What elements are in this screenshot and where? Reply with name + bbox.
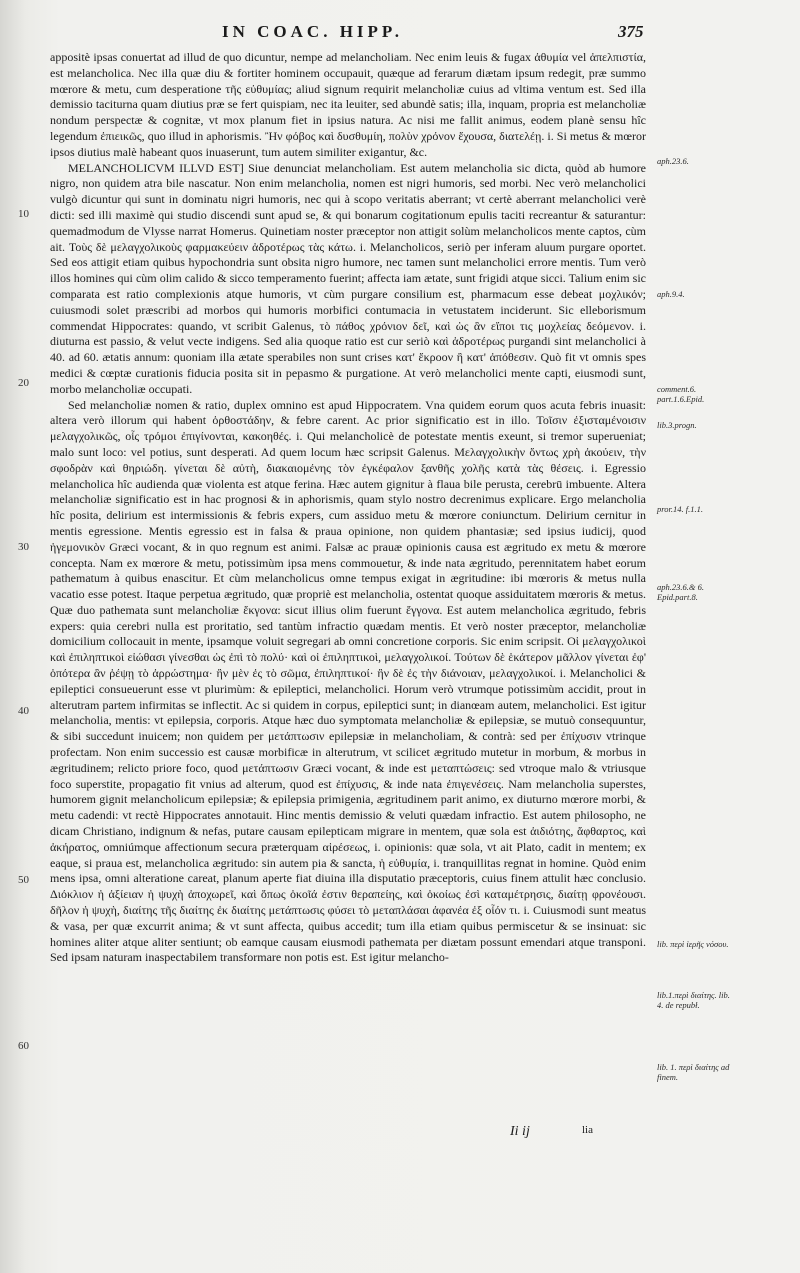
paragraph: MELANCHOLICVM ILLVD EST] Siue denunciat melancholiam. Est autem melancholia sic dicta, quòd ab humore nigro, non quidem atra bile nascatur. Non enim melancholia, nomen est nigri humoris, sed morbi. Nec verò melancholici vulgò dicuntur qui sunt in dominatu nigri humoris, nec qui à scopo veritatis aberrant; vt certè aberrant melancholici verè dicti: sed illi maximè qui studio discendi sunt apud se, & qui bonarum cogitationum epulis taciti recreantur & saturantur: quemadmodum de Vlysse narrat Homerus. Quinetiam noster præceptor non attigit solùm melancholicos mente captos, cùm ait. Τοὺς δὲ μελαγχολικοὺς φαρμακεύειν ἁδροτέρως τὰς κάτω. i. Melancholicos, seriò per inferam aluum purgare oportet. Sed eos attigit etiam quibus hypochondria sunt obsita nigro humore, nec tamen sunt melancholici errore mentis. Tum verò illos homines qui cùm olim calido & sicco temperamento fuerint; affecta iam ætate, sunt frigidi atque sicci. Talium enim sic comparata est ratio complexionis atque humoris, vt cùm purgare consilium est, pharmacum esse debeat μοχλικόν; cuiusmodi solet præscribi ad morbos qui humoris morbifici contumacia in vetustatem inciderunt. Sic elleborismum commendat Hippocrates: quando, vt scribit Galenus, τὸ πάθος χρόνιον δεῖ, καὶ ὡς ἂν εἴποι τις μοχλείας δεόμενον. i. diuturna est passio, & velut vecte indigens. Sed alia quoque ratio est cur seriò καὶ ἁδροτέρως purgandi sint melancholici à 40. ad 60. ætatis annum: quoniam illa ætate sperabiles non sunt crises κατ' ἔκροον ἢ κατ' ἀπόθεσιν. Quò fit vt omnis spes medici & cœptæ curationis fiducia posita sit in pepasmo & purgatione. At verò melancholici mente capti, eiusmodi sunt, morbo melancholiæ occupati. xyxy=(50,160,646,396)
running-head: IN COAC. HIPP. xyxy=(222,22,403,41)
margin-note: aph.23.6. xyxy=(657,156,689,166)
page-footer xyxy=(0,1124,800,1148)
line-number: 20 xyxy=(18,377,29,389)
line-number: 40 xyxy=(18,705,29,717)
line-number: 60 xyxy=(18,1040,29,1052)
line-number: 10 xyxy=(18,208,29,220)
page-header xyxy=(0,18,800,50)
catchword: lia xyxy=(582,1124,593,1136)
signature-mark: Ii ij xyxy=(510,1124,530,1139)
main-text-block xyxy=(50,50,646,966)
paragraph: Sed melancholiæ nomen & ratio, duplex omnino est apud Hippocratem. Vna quidem eorum quos acuta febris inuasit: altera verò illorum qui habent ὀρθοστάδην, & febre carent. Ac prior significatio est in illo. Τοῖσιν ἐξισταμένοισιν μελαγχολικῶς, οἷς τρόμοι ἐπιγίνονται, κακοηθές. i. Qui melancholicè de potestate mentis exeunt, si tremor superueniat; malo sunt loco: vel potius, sunt desperati. Ad quem locum hæc scripsit Galenus. Μελαγχολικὴν ὄντως χρὴ ἀκούειν, τὴν σφοδρὰν καὶ θηριώδη. γίνεται δὲ αὐτὴ, διακαιομένης τὸν ἐγκέφαλον ξανθῆς χολῆς κατὰ τὰς θέσεις. i. Egressio melancholica hîc audienda quæ violenta est atque ferina. Hæc autem gignitur à flaua bile perusta, cerebrū imbuente. Altera melancholiæ significatio est in hac prognosi & in aphorismis, quam stylo nostro decrenimus explicare. Ergo melancholia hîc posita, delirium est intermissionis & febris expers, cum assiduo metu & mœrore coniunctum. Delirium cernitur in mentis egressione. Mentis egressio est in falsa & praua opinione, non quidem phantasiæ; sed ipsius iudicij, quod ἡγεμονικὸν Græci vocant, & in quo regnum est animi. Falsæ ac prauæ opinionis causa est ægritudo ex metu & mœrore concepta. Nam ex mœrore & metu, potissimùm ipsa mens commouetur, & inde nata ægritudo, perennitatem habet eorum pathematum à quibus enascitur. Et cùm melancholicus omne tempus exigat in ægritudine: ibi mœroris & metus nulla vacatio esse potest. Itaque perpetua ægritudo, quæ propriè est melancholia, ostentat quoque assiduitatem mœroris & metus. Quæ duo pathemata sunt melancholiæ ἔκγονα: sicut illius olim fuerunt ἔγγονα. Est autem melancholica ægritudo, febris expers: quia cerebri nulla est proritatio, sed tantùm infractio quædam mentis. Et verò noster præceptor, melancholiæ domicilium collocauit in mente, ipsamque voluit segregari ab omni concretione corporis. Sic enim scripsit. Οἱ μελαγχολικοὶ καὶ ἐπιληπτικοὶ εἰώθασι γίνεσθαι ὡς ἐπὶ τὸ πολύ· καὶ οἱ ἐπιληπτικοὶ, μελαγχολικοί. Τούτων δὲ ἑκάτερον μᾶλλον γίνεται ἐφ' ὁπότερα ἂν ῥέψῃ τὸ ἀρρώστημα· ἢν μὲν ἐς τὸ σῶμα, ἐπιληπτικοί· ἢν δὲ ἐς τὴν διάνοιαν, μελαγχολικοί. i. Melancholici & epileptici consueuerunt esse vt plurimùm: & epileptici, melancholici. Horum verò vtrumque potissimùm accidit, prout in alterutram partem infirmitas se inflectit. Ac si quidem in corpus, epileptici sunt; in dianœam autem, melancholici. Est igitur melancholia, mentis: vt epilepsia, corporis. Atque hæc duo symptomata melancholiæ & epilepsiæ, se mutuò consequuntur, & sibi succedunt inuicem; non quidem per μετάπτωσιν epilepsiæ in melancholiam, & contrà: sed per ἐπίχυσιν vtrinque profectam. Non enim successio est causæ morbificæ in alterutrum, vt scilicet ægritudo mutetur in morbum, & morbus in ægritudinem; relicto priore foco, quod μετάπτωσιν Græci vocant, & inde est μεταπτώσεις: sed vtroque malo & vtriusque foco superstite, propagatio fit vnius ad alterum, quod est ἐπίχυσις, & inde nata ἐπιγενέσεις. Nam melancholia superstes, humorem gignit melancholicum epilepsiæ; & epilepsia primigenia, ægritudinem parit animo, ex diuturno mœrore morbi, & metu cadendi: vt rectè Hippocrates annotauit. Hinc mentis demissio & veluti quædam infractio. Est autem philosopho, ne dicam Christiano, indignum & nefas, putare causam epilepticam migrare in mentem, quæ sola est ἀιδιότης, ἄφθαρτος, καὶ ἀκήρατος, omniúmque affectionum secura præterquam αἱρέσεως, i. opinionis: quæ sola, vt ait Plato, cadit in mentem; ex eaque, si praua est, melancholica ægritudo: sin autem pia & sancta, ἡ εὐθυμία, i. tranquillitas regnat in homine. Quòd enim mens ipsa, omni alteratione careat, planum aperte fiat diuina illa disputatio præceptoris, cuius finem attulit hæc conclusio. Διόκλιον ἡ ἀξίειαν ἡ ψυχὴ ἀποχωρεῖ, καὶ ὅπως ὁκοῖά ἐστιν θεραπείης, καὶ ὁκοίως ἐσὶ καταμέτρησις, διαίτῃ φρονέουσι. δῆλον ἡ ψυχὴ, διαίτης τῆς διαίτης ἐκ διαίτης μετάπτωσις φύσει τὸ μεταπλάσαι ἀφανέα ἐξ οἷόν τι. i. Cuiusmodi sunt meatus & vasa, per quæ excurrit anima; & vt sunt affecta, quibus accedit; tum illa etiam quibus permiscetur & se insinuat: sic homines aliter atque aliter sentiunt; ob eamque causam eiusmodi pathemata per diætam possunt emendari atque transponi. Sed ipsam naturam inaspectabilem transformare non potis est. Est igitur melancho- xyxy=(50,397,646,965)
margin-note: lib.3.progn. xyxy=(657,420,697,430)
margin-note: lib. περὶ ἱερῆς νόσου. xyxy=(657,939,729,949)
margin-note: lib.1.περὶ διαίτης. lib. 4. de repubł. xyxy=(657,990,730,1010)
margin-note: pror.14. f.1.1. xyxy=(657,504,703,514)
line-number: 30 xyxy=(18,541,29,553)
line-number: 50 xyxy=(18,874,29,886)
margin-note: aph.23.6.& 6. Epid.part.8. xyxy=(657,582,704,602)
margin-note: aph.9.4. xyxy=(657,289,685,299)
paragraph: appositè ipsas conuertat ad illud de quo dicuntur, nempe ad melancholiam. Nec enim leuis & fugax ἀθυμία vel ἀπελπιστία, est melancholica. Nec illa quæ diu & fortiter hominem occupauit, quæque ad ferarum diætam ipsum redegit, præ summo mœrore & metu, cum desperatione τῆς εὐθυμίας; aliud signum requirit melancholiæ cuius ad vltima ventum est. Sed illa demissio taciturna quam diutius præ se fert quispiam, nec ita leuiter, sed abundè satis; illa, inquam, propria est melancholiæ nondum perspectæ & cognitæ, vt mox planum fiet in ipsius natura. Ac nisi me fallit animus, eodem planè sensu hîc legendum ἐπιεικῶς, quo illud in aphorismis. Ἢν φόβος καὶ δυσθυμίη, πολὺν χρόνον ἔχουσα, διατελέῃ. i. Si metus & mœror ipsos diutius malè habeant quos inuaserunt, tum autem similiter exigantur, &c. xyxy=(50,50,646,159)
margin-note: lib. 1. περὶ διαίτης ad finem. xyxy=(657,1062,730,1082)
margin-note: comment.6. part.1.6.Epid. xyxy=(657,384,705,404)
page-number: 375 xyxy=(618,22,644,41)
